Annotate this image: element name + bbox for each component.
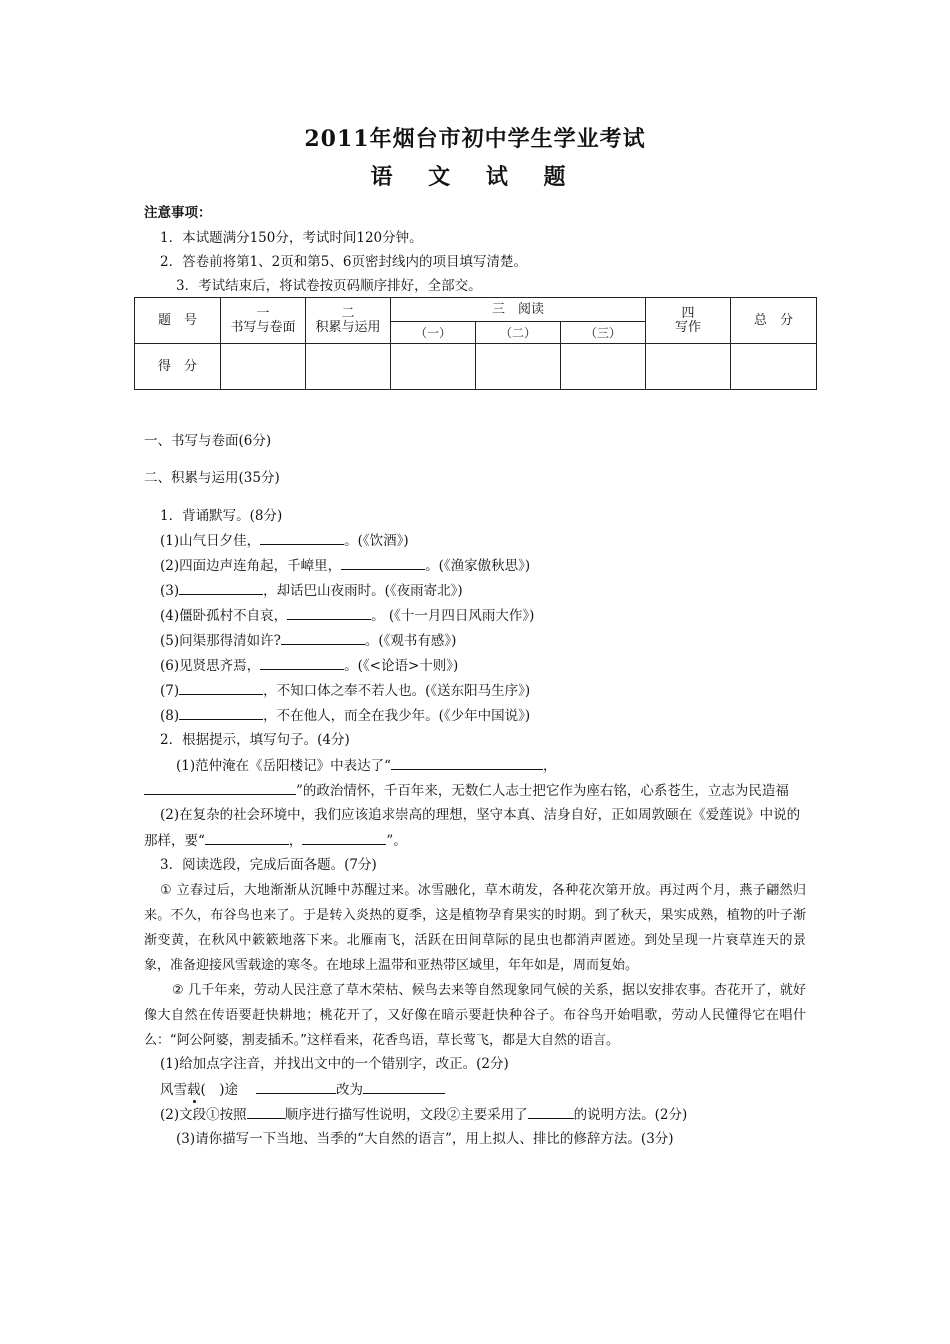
- sub-question-line: [160, 1080, 445, 1099]
- fill-line: (2)在复杂的社会环境中，我们应该追求崇高的理想，坚守本真、洁身自好，正如周敦颐在《爱莲说》中说的: [160, 807, 801, 823]
- recite-line: [160, 631, 456, 650]
- score-table-col-total: 总 分: [731, 298, 817, 344]
- fill-line: [144, 781, 789, 800]
- answer-blank[interactable]: [281, 631, 365, 645]
- dotted-char: 载: [187, 1082, 201, 1098]
- word-text: 风雪: [160, 1082, 187, 1098]
- answer-blank[interactable]: [391, 756, 543, 770]
- answer-blank[interactable]: [205, 831, 289, 845]
- question-heading: 3．阅读选段，完成后面各题。(7分): [160, 857, 377, 873]
- answer-blank[interactable]: [179, 681, 263, 695]
- recite-source: 。(《渔家傲秋思》): [425, 558, 531, 574]
- answer-blank[interactable]: [247, 1105, 285, 1119]
- sub-question: (3)请你描写一下当地、当季的“大自然的语言”，用上拟人、排比的修辞方法。(3分): [176, 1131, 674, 1147]
- answer-blank[interactable]: [179, 581, 263, 595]
- fill-text: ”的政治情怀，千百年来，无数仁人志士把它作为座右铭，心系苍生，立志为民造福: [296, 783, 789, 799]
- answer-blank[interactable]: [179, 706, 263, 720]
- recite-text: (5)问渠那得清如许?: [160, 633, 281, 649]
- recite-line: [160, 606, 534, 625]
- recite-line: [160, 556, 530, 575]
- score-table-col-accumulation: [306, 298, 391, 344]
- exam-subtitle: 语 文 试 题: [370, 164, 580, 190]
- recite-text: (3): [160, 583, 180, 599]
- section-heading: 一、书写与卷面(6分): [144, 433, 272, 449]
- fill-text: ，: [543, 758, 557, 774]
- recite-line: [160, 656, 458, 675]
- exam-title: 2011年烟台市初中学生学业考试: [304, 126, 646, 152]
- answer-blank[interactable]: [528, 1105, 574, 1119]
- col-number: 二: [341, 305, 355, 321]
- col-title: 书写与卷面: [230, 319, 296, 335]
- question-heading: 1．背诵默写。(8分): [160, 508, 283, 524]
- word-text: 改为: [336, 1082, 364, 1098]
- recite-line: [160, 706, 530, 725]
- sub-question-text: (2)文段①按照: [160, 1107, 247, 1123]
- score-cell[interactable]: [476, 344, 561, 390]
- recite-text: (8): [160, 708, 180, 724]
- recite-text: (1)山气日夕佳，: [160, 533, 261, 549]
- answer-blank[interactable]: [260, 531, 344, 545]
- recite-text: (2)四面边声连角起，千嶂里，: [160, 558, 342, 574]
- recite-source: ，不在他人，而全在我少年。(《少年中国说》): [263, 708, 531, 724]
- answer-blank[interactable]: [256, 1080, 336, 1094]
- score-cell[interactable]: [221, 344, 306, 390]
- recite-source: 。 (《十一月四日风雨大作》): [371, 608, 535, 624]
- reading-sub-1: （一）: [391, 322, 476, 344]
- section-heading: 二、积累与运用(35分): [144, 470, 280, 486]
- col-title: 写作: [674, 319, 701, 335]
- fill-text: 那样，要“: [144, 833, 205, 849]
- recite-text: (4)僵卧孤村不自哀，: [160, 608, 288, 624]
- score-cell[interactable]: [561, 344, 646, 390]
- answer-blank[interactable]: [363, 1080, 445, 1094]
- sub-question: (1)给加点字注音，并找出文中的一个错别字，改正。(2分): [160, 1056, 509, 1072]
- score-row-label: 得 分: [135, 344, 221, 390]
- score-table: [134, 297, 817, 390]
- question-heading: 2．根据提示，填写句子。(4分): [160, 732, 350, 748]
- recite-line: [160, 581, 463, 600]
- score-table-header-label: 题 号: [135, 298, 221, 344]
- sub-question-text: 顺序进行描写性说明，文段②主要采用了: [284, 1107, 528, 1123]
- sub-question-line: [160, 1105, 687, 1124]
- score-table-col-reading: 三 阅读: [391, 298, 646, 322]
- recite-source: 。(《饮酒》): [344, 533, 409, 549]
- recite-source: ，不知口体之奉不若人也。(《送东阳马生序》): [263, 683, 531, 699]
- notice-item: 3．考试结束后，将试卷按页码顺序排好，全部交。: [176, 278, 482, 294]
- col-number: 一: [256, 305, 270, 321]
- answer-blank[interactable]: [341, 556, 425, 570]
- notice-item: 2．答卷前将第1、2页和第5、6页密封线内的项目填写清楚。: [160, 254, 527, 270]
- reading-sub-2: （二）: [476, 322, 561, 344]
- recite-text: (6)见贤思齐焉，: [160, 658, 261, 674]
- recite-line: [160, 681, 530, 700]
- score-cell[interactable]: [391, 344, 476, 390]
- recite-source: 。(《<论语>十则》): [344, 658, 459, 674]
- col-number: 四: [681, 305, 695, 321]
- col-title: 积累与运用: [315, 319, 381, 335]
- word-text: ( )途: [200, 1082, 239, 1098]
- fill-line: [176, 756, 557, 775]
- reading-sub-3: （三）: [561, 322, 646, 344]
- recite-text: (7): [160, 683, 180, 699]
- answer-blank[interactable]: [260, 656, 344, 670]
- answer-blank[interactable]: [144, 781, 296, 795]
- notice-item: 1．本试题满分150分，考试时间120分钟。: [160, 230, 423, 246]
- reading-paragraph-2: ② 几千年来，劳动人民注意了草木荣枯、候鸟去来等自然现象同气候的关系，据以安排农事。杏花开了，就好像大自然在传语要赶快耕地；桃花开了，又好像在暗示要赶快种谷子。布谷鸟开始唱歌，劳动人民懂得它在唱什么：“阿公阿婆，割麦插禾。”这样看来，花香鸟语，草长莺飞，都是大自然的语言。: [144, 983, 806, 1048]
- reading-paragraph-1: ① 立春过后，大地渐渐从沉睡中苏醒过来。冰雪融化，草木萌发，各种花次第开放。再过两个月，燕子翩然归来。不久，布谷鸟也来了。于是转入炎热的夏季，这是植物孕育果实的时期。到了秋天，果实成熟，植物的叶子渐渐变黄，在秋风中簌簌地落下来。北雁南飞，活跃在田间草际的昆虫也都消声匿迹。到处呈现一片衰草连天的景象，准备迎接风雪载途的寒冬。在地球上温带和亚热带区域里，年年如是，周而复始。: [144, 883, 806, 973]
- fill-text: (1)范仲淹在《岳阳楼记》中表达了“: [176, 758, 392, 774]
- answer-blank[interactable]: [287, 606, 371, 620]
- sub-question-text: 的说明方法。(2分): [573, 1107, 688, 1123]
- score-cell[interactable]: [306, 344, 391, 390]
- recite-line: [160, 531, 409, 550]
- score-cell[interactable]: [646, 344, 731, 390]
- score-cell[interactable]: [731, 344, 817, 390]
- answer-blank[interactable]: [302, 831, 386, 845]
- score-table-col-writing: [221, 298, 306, 344]
- notice-heading: 注意事项：: [144, 205, 212, 221]
- recite-source: ，却话巴山夜雨时。(《夜雨寄北》): [263, 583, 463, 599]
- fill-line: [144, 831, 407, 850]
- recite-source: 。(《观书有感》): [364, 633, 457, 649]
- fill-text: ，: [288, 833, 303, 849]
- score-table-col-composition: [646, 298, 731, 344]
- fill-text: ”。: [386, 833, 407, 849]
